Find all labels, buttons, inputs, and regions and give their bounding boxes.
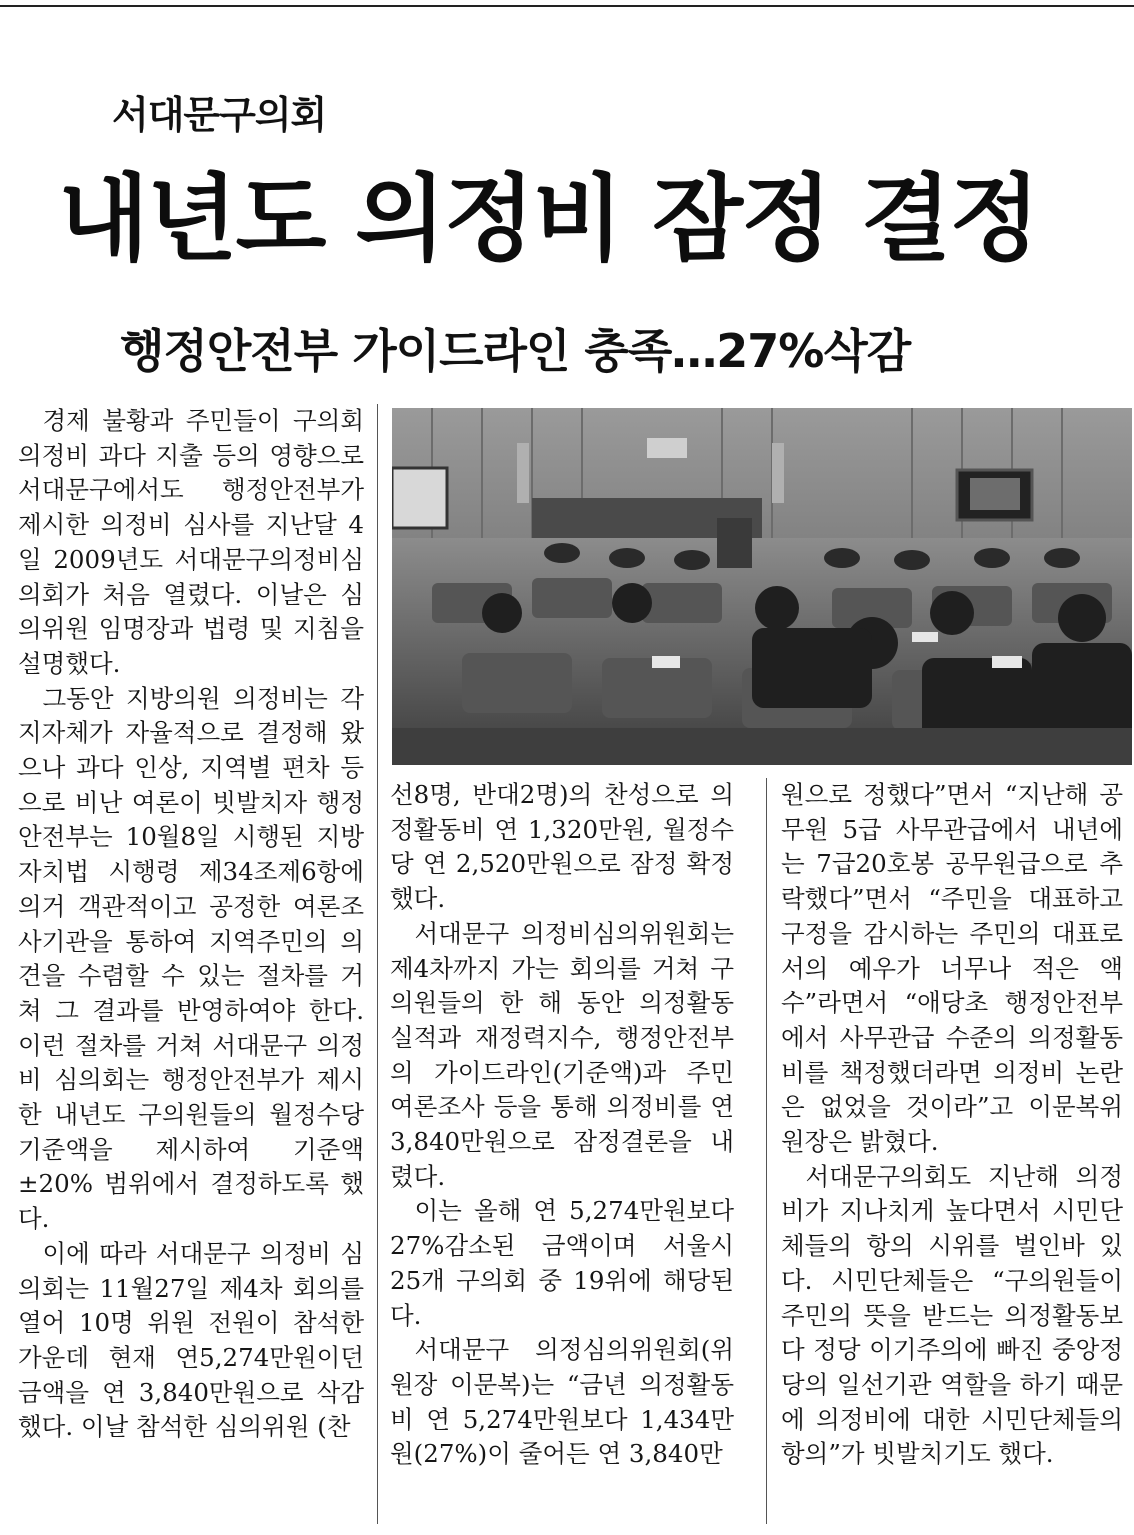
photo-image [392,408,1132,765]
column-2 [390,778,734,1472]
top-rule [0,5,1134,7]
council-chamber-photo [392,408,1132,765]
paragraph: 서대문구 의정심의위원회(위원장 이문복)는 “금년 의정활동비 연 5,274만원보다 1,434만원(27%)이 줄어든 연 3,840만 [390,1335,734,1469]
paragraph: 그동안 지방의원 의정비는 각 지자체가 자율적으로 결정해 왔으나 과다 인상, 지역별 편차 등으로 비난 여론이 빗발치자 행정안전부는 10월8일 시행된 지방자치법 시행령 제34조제6항에 의거 객관적이고 공정한 여론조사기관을 통하여 지역주민의 의견을 수렴할 수 있는 절차를 거쳐 그 결과를 반영하여야 한다. 이런 절차를 거쳐 서대문구 의정비 심의회는 행정안전부가 제시한 내년도 구의원들의 월정수당 기준액을 제시하여 기준액 ±20% 범위에서 결정하도록 했다. [18,683,364,1234]
column-3 [781,778,1123,1472]
paragraph: 원으로 정했다”면서 “지난해 공무원 5급 사무관급에서 내년에는 7급20호봉 공무원급으로 추락했다”면서 “주민을 대표하고 구정을 감시하는 주민의 대표로서의 예우가 너무나 적은 액수”라면서 “애당초 행정안전부에서 사무관급 수준의 의정활동비를 책정했더라면 의정비 논란은 없었을 것이라”고 이문복위원장은 밝혔다. [781,780,1123,1157]
column-divider [766,778,767,1524]
headline: 내년도 의정비 잠정 결정 [58,165,1039,274]
kicker: 서대문구의회 [112,93,327,137]
paragraph: 선8명, 반대2명)의 찬성으로 의정활동비 연 1,320만원, 월정수당 연 2,520만원으로 잠정 확정했다. [390,780,734,914]
paragraph: 이는 올해 연 5,274만원보다 27%감소된 금액이며 서울시 25개 구의회 중 19위에 해당된다. [390,1196,734,1330]
column-divider [377,404,378,1524]
paragraph: 서대문구의회도 지난해 의정비가 지나치게 높다면서 시민단체들의 항의 시위를 벌인바 있다. 시민단체들은 “구의원들이 주민의 뜻을 받드는 의정활동보다 정당 이기주의에 빠진 중앙정당의 일선기관 역할을 하기 때문에 의정비에 대한 시민단체들의 항의”가 빗발치기도 했다. [781,1161,1123,1469]
paragraph: 이에 따라 서대문구 의정비 심의회는 11월27일 제4차 회의를 열어 10명 위원 전원이 참석한 가운데 현재 연5,274만원이던 금액을 연 3,840만원으로 삭감했다. 이날 참석한 심의위원 (찬 [18,1238,364,1442]
subheadline: 행정안전부 가이드라인 충족…27%삭감 [120,324,911,378]
paragraph: 경제 불황과 주민들이 구의회 의정비 과다 지출 등의 영향으로 서대문구에서도 행정안전부가 제시한 의정비 심사를 지난달 4일 2009년도 서대문구의정비심의회가 처음 열렸다. 이날은 심의위원 임명장과 법령 및 지침을 설명했다. [18,406,364,678]
paragraph: 서대문구 의정비심의위원회는 제4차까지 가는 회의를 거쳐 구의원들의 한 해 동안 의정활동 실적과 재정력지수, 행정안전부의 가이드라인(기준액)과 주민 여론조사 등을 통해 의정비를 연 3,840만원으로 잠정결론을 내렸다. [390,918,734,1191]
column-1 [18,404,364,1445]
